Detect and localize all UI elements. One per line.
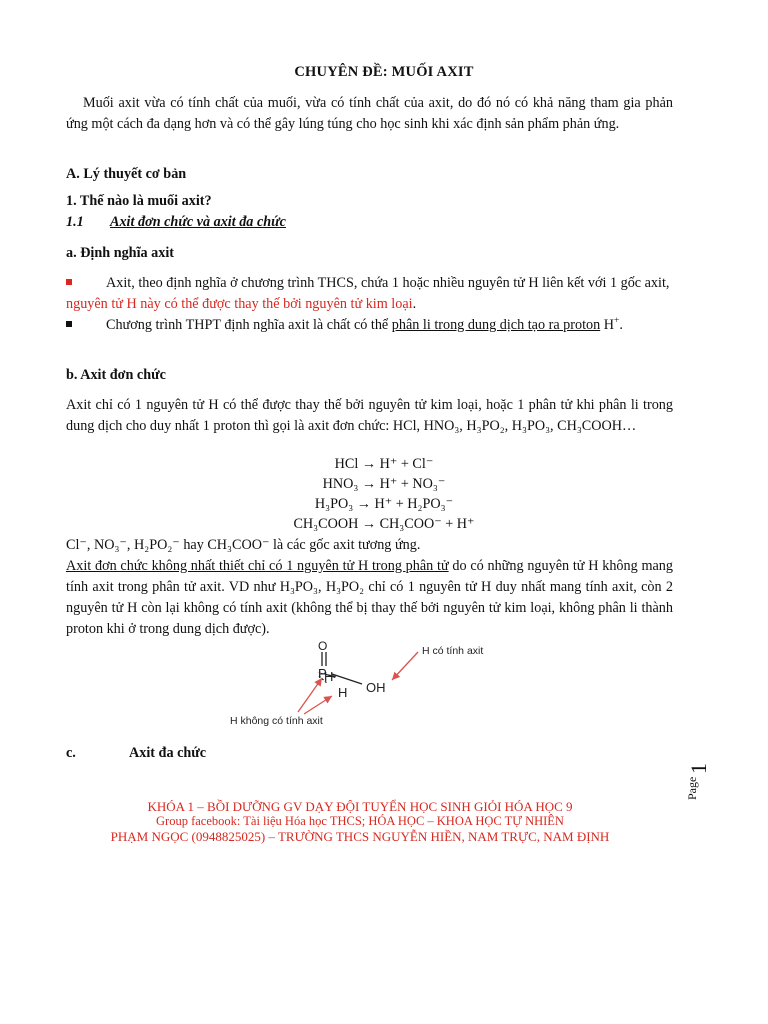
bullet1-text: Axit, theo định nghĩa ở chương trình THCS, chứa 1 hoặc nhiều nguyên tử H liên kết với 1 gốc axit, bbox=[106, 275, 670, 291]
bullet2-superscript: + bbox=[614, 316, 620, 326]
document-title: CHUYÊN ĐỀ: MUỐI AXIT bbox=[294, 64, 474, 80]
p-oh-bond bbox=[332, 674, 362, 684]
bullet2-h: H bbox=[603, 317, 614, 333]
section-c-title: Axit đa chức bbox=[129, 745, 207, 761]
atom-h-lower: H bbox=[338, 685, 348, 700]
section-1-1-heading bbox=[66, 214, 286, 231]
section-1-1-title: Axit đơn chức và axit đa chức bbox=[110, 214, 286, 230]
bullet-thpt-definition bbox=[66, 315, 673, 336]
intro-paragraph: Muối axit vừa có tính chất của muối, vừa có tính chất của axit, do đó nó có khả năng tham gia phản ứng một cách đa dạng hơn và có thể gây lúng túng cho học sinh khi xác định sản phẩm phản ứng. bbox=[66, 95, 673, 132]
bullet2-end: . bbox=[619, 317, 623, 333]
bullet1-red-text: nguyên tử H này có thể được thay thế bởi nguyên tử kim loại bbox=[66, 296, 413, 312]
arrow-to-acidic-h bbox=[392, 652, 418, 680]
bullet2-underlined-text: phân li trong dung dịch tạo ra proton bbox=[391, 317, 601, 333]
atom-p: P bbox=[318, 666, 327, 681]
red-square-bullet-icon bbox=[66, 279, 72, 285]
bullet1-end: . bbox=[412, 296, 417, 312]
section-a-definition-heading: a. Định nghĩa axit bbox=[66, 245, 175, 261]
black-square-bullet-icon bbox=[66, 321, 72, 327]
monoprotic-paragraph: Axit chỉ có 1 nguyên tử H có thể được thay thế bởi nguyên tử kim loại, hoặc 1 phân tử khi phân li trong dung dịch cho duy nhất 1 proton thì gọi là axit đơn chức: HCl, HNO₃, H₃PO₂, H₃PO₃, CH₃COOH… bbox=[66, 397, 673, 434]
atom-oh: OH bbox=[366, 680, 386, 695]
atom-o: O bbox=[318, 639, 328, 653]
page-label: Page bbox=[685, 776, 699, 800]
section-b-heading: b. Axit đơn chức bbox=[66, 367, 166, 383]
note-underlined-text: Axit đơn chức không nhất thiết chỉ có 1 nguyên tử H trong phân tử bbox=[66, 558, 449, 574]
label-acidic-h: H có tính axit bbox=[422, 645, 484, 657]
footer-course-line: KHÓA 1 – BỒI DƯỠNG GV DẠY ĐỘI TUYỂN HỌC SINH GIỎI HÓA HỌC 9 bbox=[147, 799, 573, 814]
note-rest-text: do có những nguyên tử H không mang tính axit trong phân tử axit. VD như H₃PO₃, H₃PO₂ chỉ có 1 nguyên tử H duy nhất mang tính axit, còn 2 nguyên tử H còn lại không có tính axit (không thể bị thay thế bởi nguyên tử kim loại, không phân li thành proton khi ở trong dung dịch được). bbox=[66, 558, 673, 637]
section-a-heading: A. Lý thuyết cơ bản bbox=[66, 166, 187, 182]
arrow-to-lower-h bbox=[304, 696, 332, 714]
bullet2-text: Chương trình THPT định nghĩa axit là chất có thể bbox=[106, 317, 392, 333]
equation-hno3: HNO₃ → H⁺ + NO₃⁻ bbox=[322, 476, 446, 492]
note-paragraph bbox=[66, 556, 673, 640]
section-1-heading: 1. Thế nào là muối axit? bbox=[66, 193, 212, 209]
footer-group-line: Group facebook: Tài liệu Hóa học THCS; HÓA HỌC – KHOA HỌC TỰ NHIÊN bbox=[156, 814, 564, 828]
label-non-acidic-h: H không có tính axit bbox=[230, 715, 323, 727]
atom-h-upper: H bbox=[324, 669, 334, 684]
equation-hcl: HCl → H⁺ + Cl⁻ bbox=[334, 456, 434, 472]
section-1-1-number: 1.1 bbox=[66, 214, 84, 230]
acid-radicals-line: Cl⁻, NO₃⁻, H₂PO₂⁻ hay CH₃COO⁻ là các gốc axit tương ứng. bbox=[66, 537, 421, 553]
footer-author-line: PHẠM NGỌC (0948825025) – TRƯỜNG THCS NGUYỄN HIỀN, NAM TRỰC, NAM ĐỊNH bbox=[110, 829, 610, 844]
section-c-label: c. bbox=[66, 745, 76, 761]
page-number-marker bbox=[676, 752, 716, 804]
page-number: 1 bbox=[686, 763, 711, 774]
equation-h3po3: H₃PO₃ → H⁺ + H₂PO₃⁻ bbox=[314, 496, 454, 512]
h3po2-structure-diagram bbox=[226, 634, 526, 734]
equation-ch3cooh: CH₃COOH → CH₃COO⁻ + H⁺ bbox=[293, 516, 475, 532]
bullet-thcs-definition bbox=[66, 273, 673, 315]
arrow-to-upper-h bbox=[298, 678, 322, 712]
